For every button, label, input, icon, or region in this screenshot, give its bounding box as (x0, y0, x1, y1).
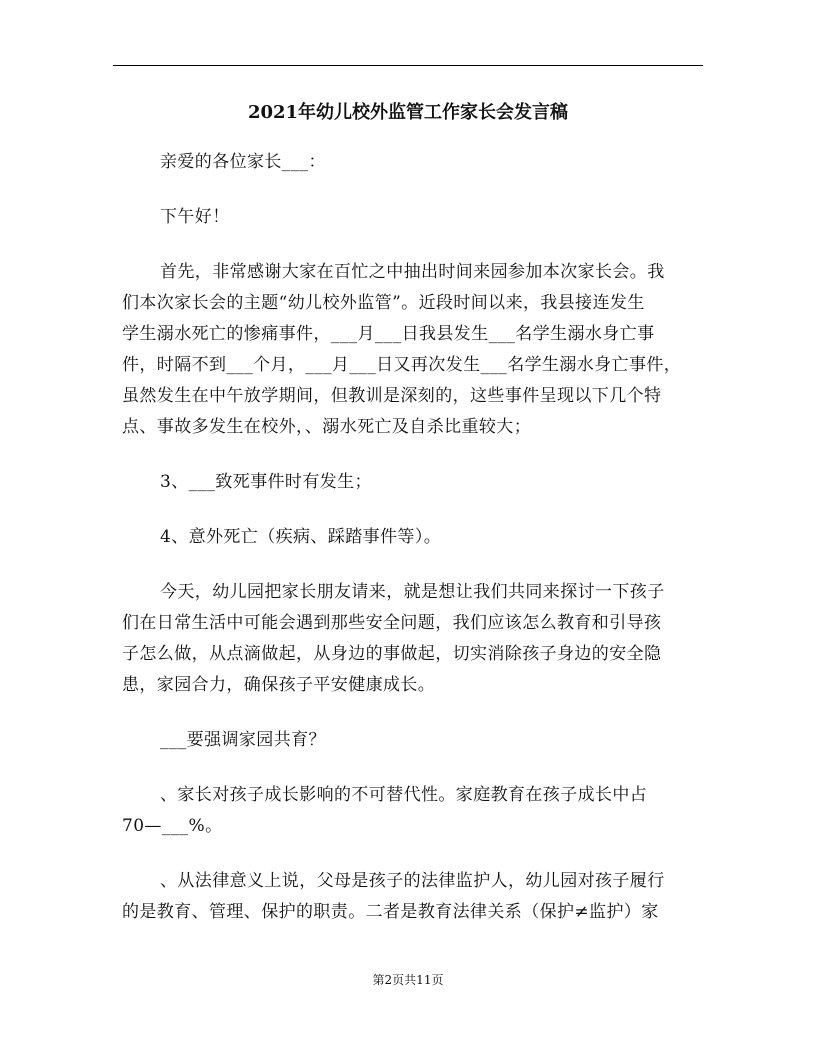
paragraph-4-line-1: 、从法律意义上说，父母是孩子的法律监护人，幼儿园对孩子履行 (160, 871, 665, 891)
paragraph-1-line-3: 学生溺水死亡的惨痛事件，___月___日我县发生___名学生溺水身亡事 (122, 324, 655, 344)
paragraph-2-line-3: 子怎么做，从点滴做起，从身边的事做起，切实消除孩子身边的安全隐 (122, 644, 662, 664)
paragraph-1-line-4: 件，时隔不到___个月，___月___日又再次发生___名学生溺水身亡事件， (122, 355, 682, 375)
paragraph-gap (122, 842, 696, 866)
paragraph-3-line-2: 70—___%。 (122, 816, 223, 836)
paragraph-3-line-1: 、家长对孩子成长影响的不可替代性。家庭教育在孩子成长中占 (160, 785, 648, 805)
paragraph-1-line-1: 首先，非常感谢大家在百忙之中抽出时间来园参加本次家长会。我 (160, 262, 665, 282)
list-item-3: 3、___致死事件时有发生； (160, 472, 372, 492)
paragraph-gap (122, 701, 696, 725)
page-number-footer: 第2页共11页 (372, 973, 444, 987)
paragraph-2-line-2: 们在日常生活中可能会遇到那些安全问题，我们应该怎么教育和引导孩 (122, 613, 662, 633)
paragraph-1-line-6: 点、事故多发生在校外，、溺水死亡及自杀比重较大； (122, 417, 532, 437)
document-title: 2021年幼儿校外监管工作家长会发言稿 (247, 102, 569, 123)
paragraph-gap (122, 443, 696, 467)
paragraph-gap (122, 178, 696, 202)
list-item-4: 4、意外死亡（疾病、踩踏事件等）。 (160, 527, 442, 547)
header-rule (113, 65, 703, 66)
document-body (122, 147, 696, 928)
paragraph-2-line-4: 患，家园合力，确保孩子平安健康成长。 (122, 675, 436, 695)
paragraph-4-line-2: 的是教育、管理、保护的职责。二者是教育法律关系（保护≠监护）家 (122, 902, 659, 922)
paragraph-2-line-1: 今天，幼儿园把家长朋友请来，就是想让我们共同来探讨一下孩子 (160, 582, 665, 602)
greeting-line: 下午好！ (160, 207, 230, 227)
paragraph-1-line-5: 虽然发生在中午放学期间，但教训是深刻的，这些事件呈现以下几个特 (122, 386, 662, 406)
section-heading-line: ___要强调家园共育？ (160, 730, 326, 750)
paragraph-gap (122, 233, 696, 257)
salutation-line: 亲爱的各位家长___： (160, 152, 326, 172)
paragraph-gap (122, 498, 696, 522)
paragraph-1-line-2: 们本次家长会的主题“幼儿校外监管”。近段时间以来，我县接连发生 (122, 293, 645, 313)
paragraph-gap (122, 756, 696, 780)
paragraph-gap (122, 553, 696, 577)
